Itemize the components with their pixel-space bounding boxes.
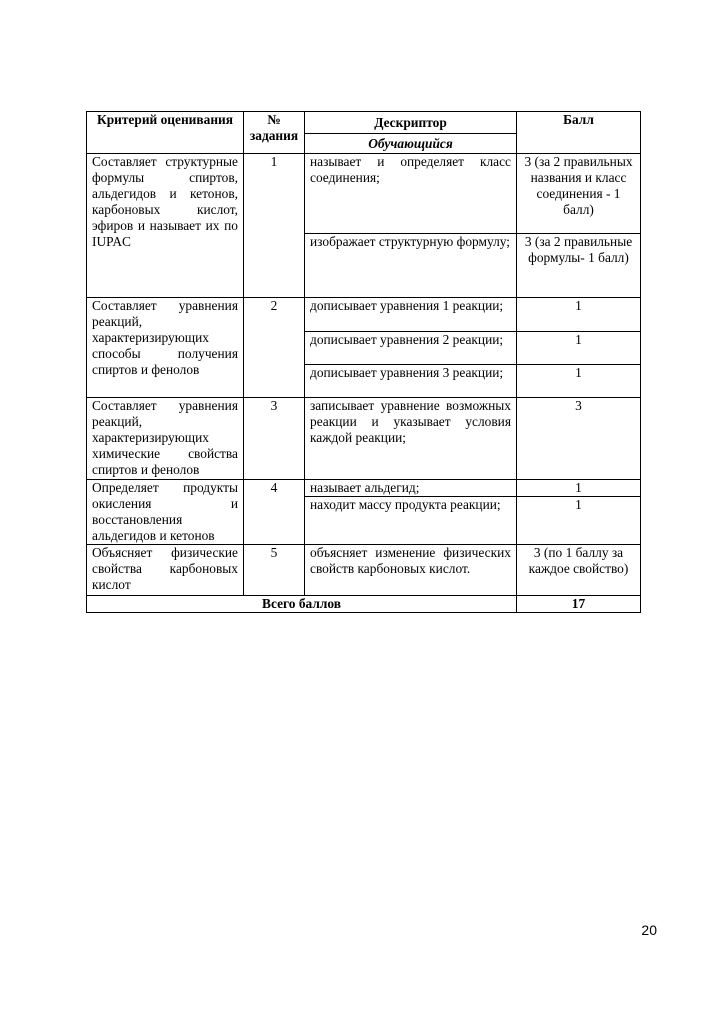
criterion-cell: Составляет уравнения реакций, характеризирующих химические свойства спиртов и фенолов <box>87 398 244 480</box>
total-label: Всего баллов <box>87 596 517 613</box>
score-cell: 3 (за 2 правильных названия и класс соединения - 1 балл) <box>517 154 641 234</box>
task-number-cell: 5 <box>244 545 305 596</box>
descriptor-cell: дописывает уравнения 3 реакции; <box>305 365 517 398</box>
criterion-cell: Составляет уравнения реакций, характеризирующих способы получения спиртов и фенолов <box>87 298 244 398</box>
descriptor-cell: дописывает уравнения 2 реакции; <box>305 332 517 365</box>
header-descriptor-subheading: Обучающийся <box>305 134 517 154</box>
descriptor-cell: называет альдегид; <box>305 480 517 497</box>
score-cell: 3 <box>517 398 641 480</box>
score-cell: 1 <box>517 298 641 332</box>
descriptor-cell: находит массу продукта реакции; <box>305 497 517 545</box>
page-number: 20 <box>641 922 657 938</box>
descriptor-cell: называет и определяет класс соединения; <box>305 154 517 234</box>
assessment-rubric-table <box>86 111 641 613</box>
header-criterion: Критерий оценивания <box>87 112 244 154</box>
task-number-cell: 1 <box>244 154 305 298</box>
descriptor-cell: изображает структурную формулу; <box>305 234 517 298</box>
descriptor-cell: объясняет изменение физических свойств карбоновых кислот. <box>305 545 517 596</box>
score-cell: 3 (за 2 правильные формулы- 1 балл) <box>517 234 641 298</box>
score-cell: 1 <box>517 497 641 545</box>
task-number-cell: 3 <box>244 398 305 480</box>
header-descriptor: Дескриптор <box>305 112 517 134</box>
task-number-cell: 2 <box>244 298 305 398</box>
score-cell: 1 <box>517 365 641 398</box>
score-cell: 1 <box>517 480 641 497</box>
descriptor-cell: записывает уравнение возможных реакции и указывает условия каждой реакции; <box>305 398 517 480</box>
task-number-cell: 4 <box>244 480 305 545</box>
descriptor-cell: дописывает уравнения 1 реакции; <box>305 298 517 332</box>
criterion-cell: Объясняет физические свойства карбоновых кислот <box>87 545 244 596</box>
header-score: Балл <box>517 112 641 154</box>
criterion-cell: Составляет структурные формулы спиртов, альдегидов и кетонов, карбоновых кислот, эфиров и называет их по IUPAC <box>87 154 244 298</box>
total-value: 17 <box>517 596 641 613</box>
header-task-number: № задания <box>244 112 305 154</box>
criterion-cell: Определяет продукты окисления и восстановления альдегидов и кетонов <box>87 480 244 545</box>
score-cell: 1 <box>517 332 641 365</box>
score-cell: 3 (по 1 баллу за каждое свойство) <box>517 545 641 596</box>
